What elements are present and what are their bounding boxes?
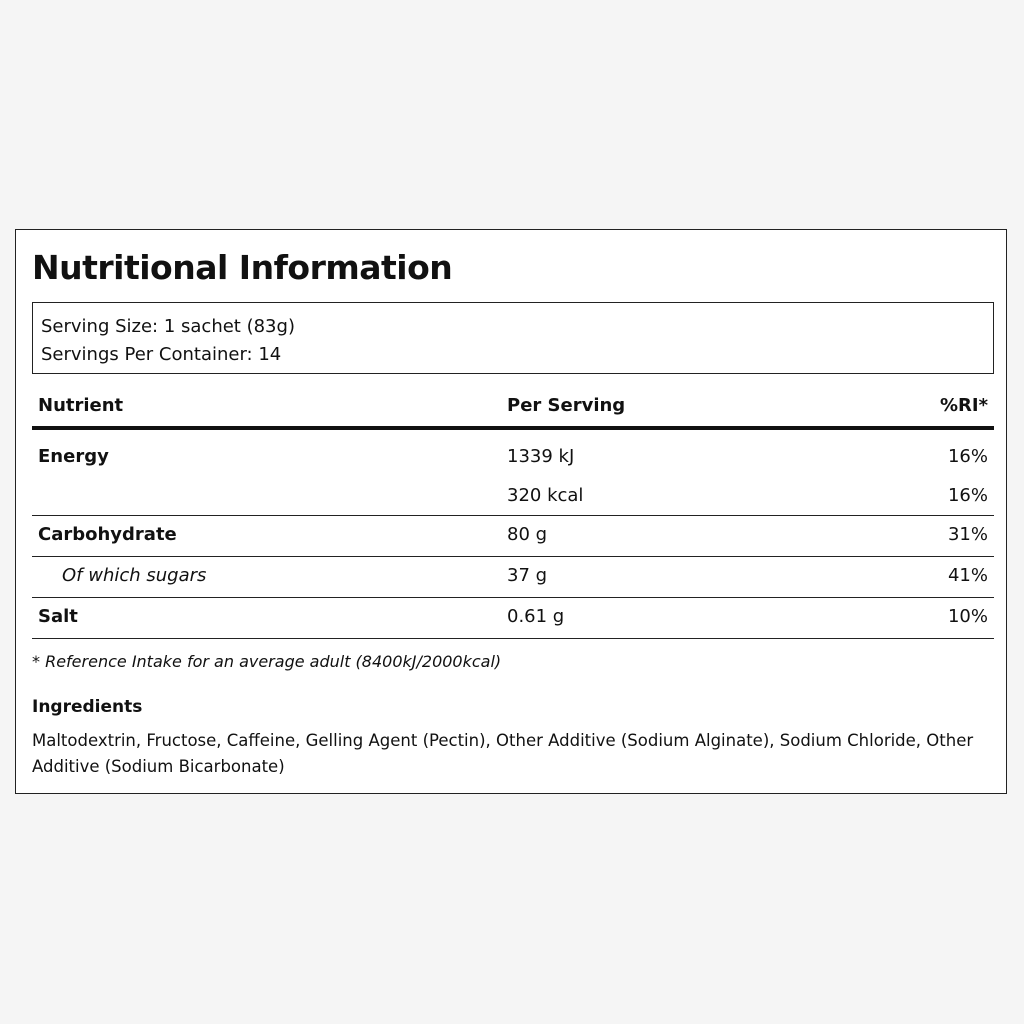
nutrition-table [32, 388, 994, 639]
sugars-value: 37 g [507, 565, 548, 586]
energy-kcal-value: 320 kcal [507, 485, 584, 506]
table-row-sugars [32, 557, 994, 598]
header-per-serving: Per Serving [507, 395, 626, 416]
header-ri: %RI* [939, 395, 988, 416]
sugars-ri: 41% [947, 565, 988, 586]
carbohydrate-value: 80 g [507, 524, 548, 545]
energy-kj-ri: 16% [947, 446, 988, 467]
ingredients-list: Maltodextrin, Fructose, Caffeine, Gelling Agent (Pectin), Other Additive (Sodium Alginate), Sodium Chloride, Other Additive (Sodium Bicarbonate) [32, 731, 974, 776]
energy-kj-value: 1339 kJ [507, 446, 575, 467]
carbohydrate-ri: 31% [947, 524, 988, 545]
header-nutrient: Nutrient [38, 395, 124, 416]
table-row-energy [32, 430, 994, 516]
carbohydrate-label: Carbohydrate [38, 524, 177, 545]
salt-value: 0.61 g [507, 606, 565, 627]
salt-label: Salt [38, 606, 78, 627]
reference-intake-footnote: * Reference Intake for an average adult (8400kJ/2000kcal) [32, 652, 502, 671]
table-row-salt [32, 598, 994, 639]
sugars-label: Of which sugars [62, 565, 207, 586]
table-row-carbohydrate [32, 516, 994, 557]
serving-info-box [32, 302, 994, 374]
ingredients-heading: Ingredients [32, 697, 143, 717]
salt-ri: 10% [947, 606, 988, 627]
energy-label: Energy [38, 446, 109, 467]
panel-title: Nutritional Information [32, 248, 453, 287]
serving-size: Serving Size: 1 sachet (83g) [41, 316, 295, 337]
servings-per-container: Servings Per Container: 14 [41, 344, 282, 365]
nutrition-panel [15, 229, 1007, 794]
table-header-row [32, 388, 994, 430]
energy-kcal-ri: 16% [947, 485, 988, 506]
